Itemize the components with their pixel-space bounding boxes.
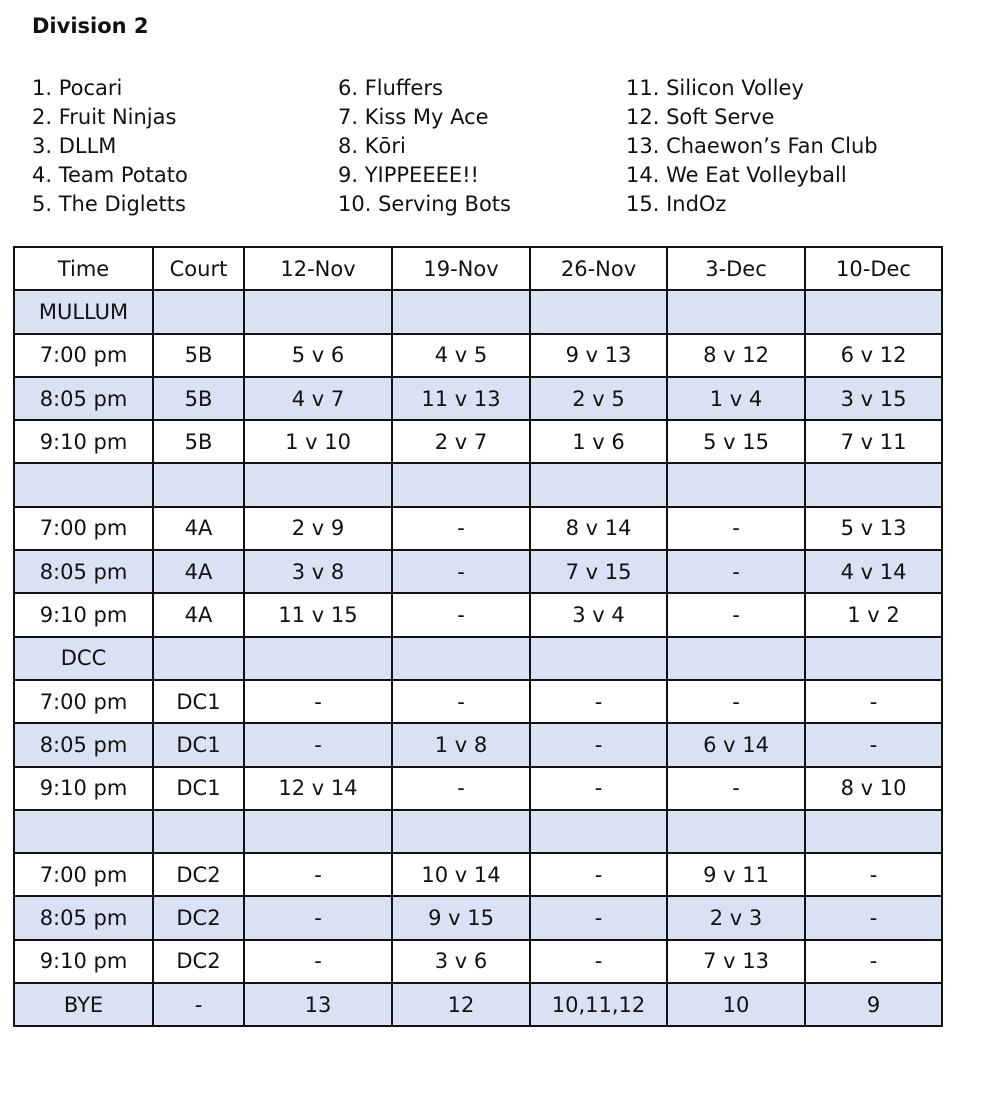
table-cell: - [805,940,942,983]
table-cell: 8:05 pm [14,896,153,939]
table-cell: 26-Nov [530,247,667,290]
table-cell: 13 [244,983,392,1026]
table-cell: 8 v 14 [530,507,667,550]
team-list-item: 13. Chaewon’s Fan Club [626,134,878,158]
table-cell [805,810,942,853]
team-list-item: 10. Serving Bots [338,192,511,216]
team-list-column-2 [338,74,511,219]
table-cell: 7:00 pm [14,334,153,377]
table-cell: - [392,593,530,636]
table-cell: 5 v 13 [805,507,942,550]
table-cell: - [805,723,942,766]
table-cell: - [153,983,244,1026]
table-cell: 7:00 pm [14,853,153,896]
team-list-item: 12. Soft Serve [626,105,775,129]
table-cell: MULLUM [14,290,153,333]
table-row [14,896,942,939]
table-cell: 10,11,12 [530,983,667,1026]
table-cell: DC1 [153,723,244,766]
table-cell [392,463,530,506]
team-list-column-3 [626,74,878,219]
table-cell [14,463,153,506]
table-cell: - [667,680,805,723]
table-cell: 9:10 pm [14,767,153,810]
table-cell: 3 v 15 [805,377,942,420]
table-cell: - [805,680,942,723]
table-cell: 8:05 pm [14,550,153,593]
table-cell [530,290,667,333]
table-cell [805,290,942,333]
table-cell: - [530,896,667,939]
table-cell: 3 v 4 [530,593,667,636]
table-cell: 7 v 13 [667,940,805,983]
table-cell [667,810,805,853]
table-cell [805,637,942,680]
table-cell: DC1 [153,680,244,723]
table-cell: 9 v 11 [667,853,805,896]
table-cell [153,810,244,853]
team-list-item: 15. IndOz [626,192,727,216]
table-row [14,463,942,506]
table-cell: DC1 [153,767,244,810]
table-cell: Time [14,247,153,290]
table-cell [667,290,805,333]
table-cell: - [530,723,667,766]
table-cell: 1 v 2 [805,593,942,636]
table-row [14,723,942,766]
table-cell: 4A [153,507,244,550]
table-cell: 19-Nov [392,247,530,290]
table-cell [244,637,392,680]
team-list-item: 6. Fluffers [338,76,443,100]
table-header-row [14,247,942,290]
table-cell: 11 v 13 [392,377,530,420]
table-cell: 10-Dec [805,247,942,290]
team-list-item: 14. We Eat Volleyball [626,163,847,187]
table-cell: 5B [153,377,244,420]
table-cell: 9:10 pm [14,940,153,983]
table-cell [14,810,153,853]
table-cell [530,463,667,506]
table-cell: - [392,507,530,550]
table-cell [530,637,667,680]
table-cell: 12-Nov [244,247,392,290]
table-cell: DC2 [153,853,244,896]
table-cell: 7 v 11 [805,420,942,463]
table-cell: 3-Dec [667,247,805,290]
table-cell: 5B [153,334,244,377]
table-cell [667,637,805,680]
table-cell: 7:00 pm [14,507,153,550]
team-list-item: 7. Kiss My Ace [338,105,489,129]
division-title: Division 2 [32,14,149,38]
table-cell: 1 v 4 [667,377,805,420]
table-cell: - [392,550,530,593]
table-cell: 5 v 6 [244,334,392,377]
table-cell: - [667,767,805,810]
table-cell: 4 v 5 [392,334,530,377]
table-cell: BYE [14,983,153,1026]
table-row [14,377,942,420]
table-row [14,637,942,680]
table-cell: DCC [14,637,153,680]
table-row [14,420,942,463]
team-list-item: 5. The Digletts [32,192,186,216]
table-cell: 2 v 9 [244,507,392,550]
table-cell: - [244,853,392,896]
table-cell: 5B [153,420,244,463]
table-cell: - [392,767,530,810]
table-cell: 9:10 pm [14,420,153,463]
table-cell: 12 v 14 [244,767,392,810]
table-row [14,593,942,636]
table-cell: - [667,550,805,593]
table-row [14,940,942,983]
table-cell: - [667,507,805,550]
table-row [14,290,942,333]
table-cell: 4A [153,593,244,636]
table-cell: - [530,680,667,723]
table-cell: 1 v 8 [392,723,530,766]
table-cell: - [530,767,667,810]
table-row [14,983,942,1026]
table-row [14,810,942,853]
table-cell: - [530,853,667,896]
table-cell [392,290,530,333]
table-cell [530,810,667,853]
table-cell: 4A [153,550,244,593]
table-cell: 2 v 5 [530,377,667,420]
team-list-item: 3. DLLM [32,134,117,158]
table-cell [805,463,942,506]
table-cell [153,290,244,333]
table-cell: - [244,940,392,983]
table-row [14,853,942,896]
table-cell: - [805,853,942,896]
table-cell: 3 v 8 [244,550,392,593]
schedule-table [13,246,943,1027]
table-cell: 8 v 10 [805,767,942,810]
table-cell: 8:05 pm [14,723,153,766]
table-cell: 8 v 12 [667,334,805,377]
table-cell: 5 v 15 [667,420,805,463]
table-cell: 4 v 7 [244,377,392,420]
table-cell: 6 v 12 [805,334,942,377]
table-cell: 7 v 15 [530,550,667,593]
table-cell: 9:10 pm [14,593,153,636]
team-list-item: 8. Kōri [338,134,406,158]
table-cell: 12 [392,983,530,1026]
table-cell: 2 v 7 [392,420,530,463]
table-cell: 6 v 14 [667,723,805,766]
table-cell: 11 v 15 [244,593,392,636]
table-cell: 9 v 15 [392,896,530,939]
table-cell: 4 v 14 [805,550,942,593]
table-cell: 2 v 3 [667,896,805,939]
table-cell: 8:05 pm [14,377,153,420]
table-cell: - [530,940,667,983]
table-cell [153,463,244,506]
table-cell: - [805,896,942,939]
table-cell: 9 [805,983,942,1026]
team-list-item: 9. YIPPEEEE!! [338,163,479,187]
table-cell: - [244,723,392,766]
table-cell: - [244,680,392,723]
table-cell: 1 v 10 [244,420,392,463]
team-list-item: 11. Silicon Volley [626,76,804,100]
table-row [14,767,942,810]
table-cell [667,463,805,506]
table-cell [244,810,392,853]
table-cell: - [667,593,805,636]
table-cell: 1 v 6 [530,420,667,463]
table-cell: 3 v 6 [392,940,530,983]
table-cell: 10 v 14 [392,853,530,896]
table-cell: Court [153,247,244,290]
table-cell: 9 v 13 [530,334,667,377]
team-list-item: 1. Pocari [32,76,123,100]
table-cell [153,637,244,680]
table-cell: 10 [667,983,805,1026]
team-list-item: 2. Fruit Ninjas [32,105,177,129]
team-list-column-1 [32,74,188,219]
table-cell [244,463,392,506]
table-row [14,507,942,550]
table-cell: 7:00 pm [14,680,153,723]
table-cell [392,637,530,680]
table-cell: DC2 [153,896,244,939]
table-cell: DC2 [153,940,244,983]
table-row [14,334,942,377]
table-row [14,550,942,593]
table-cell [244,290,392,333]
table-row [14,680,942,723]
table-cell [392,810,530,853]
team-list-item: 4. Team Potato [32,163,188,187]
table-cell: - [244,896,392,939]
table-cell: - [392,680,530,723]
